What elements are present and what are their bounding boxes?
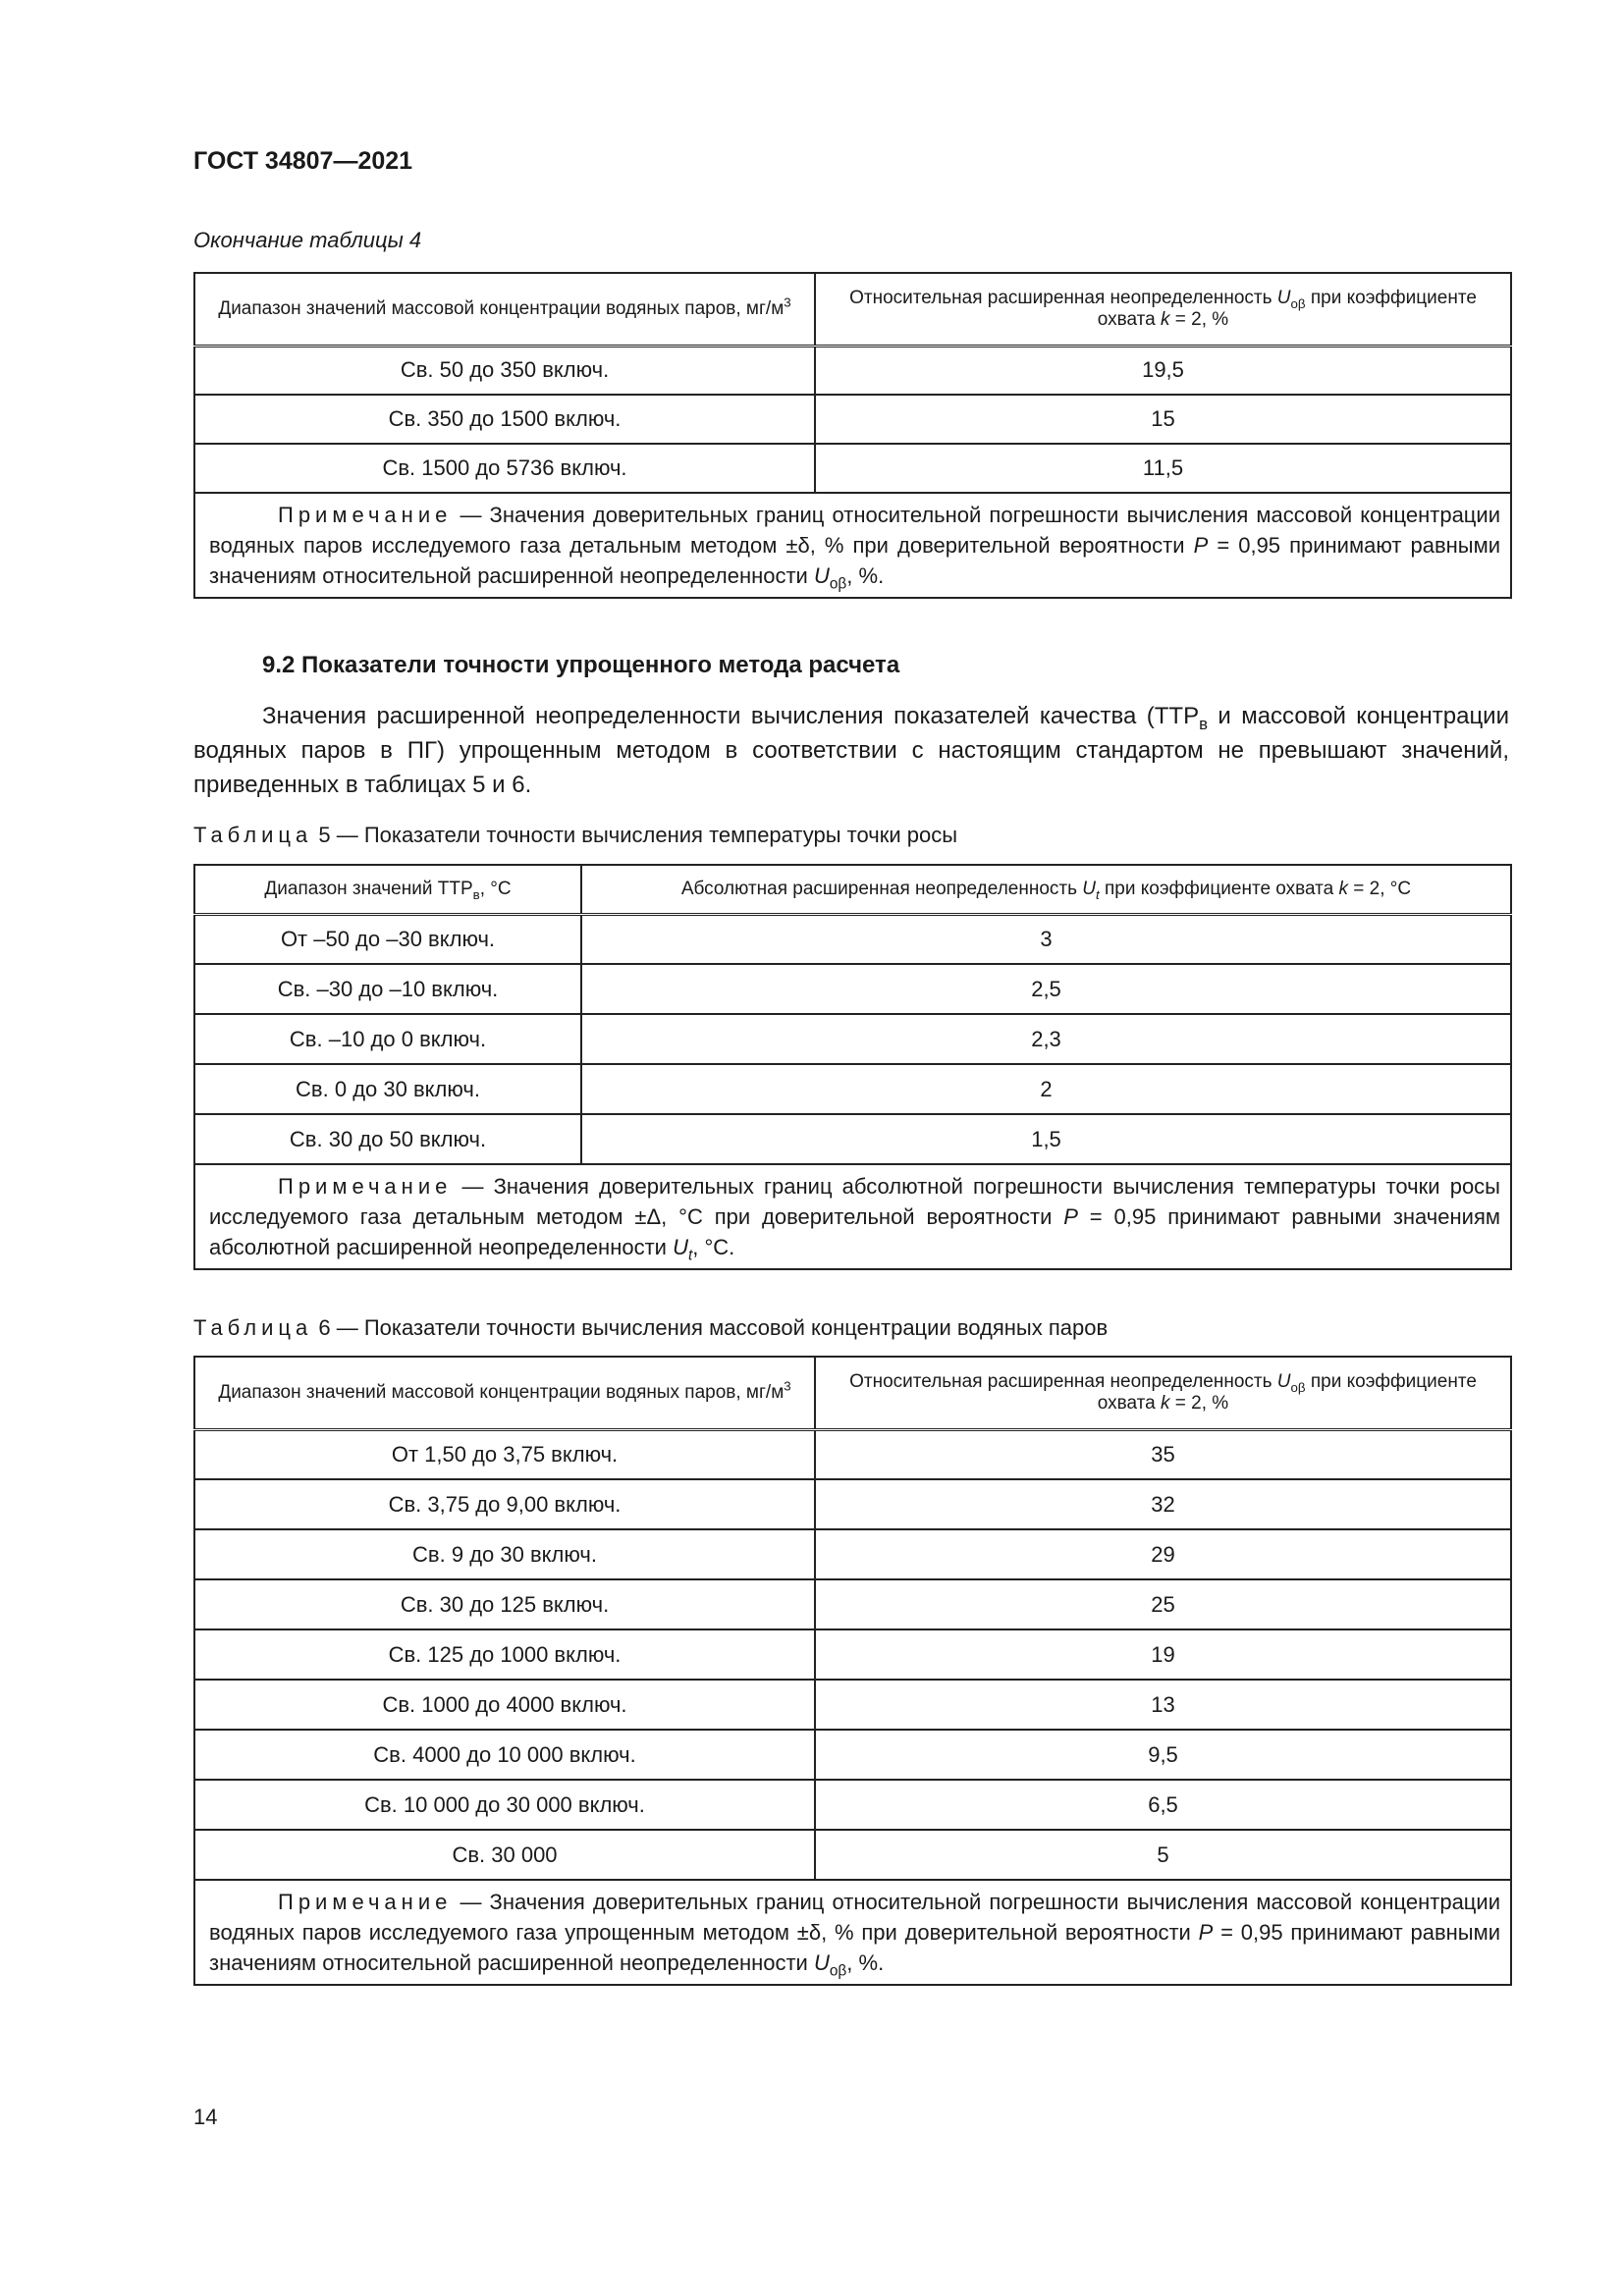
range-cell: Св. 0 до 30 включ. (194, 1064, 581, 1114)
document-header: ГОСТ 34807—2021 (193, 147, 413, 175)
range-cell: Св. 30 до 50 включ. (194, 1114, 581, 1164)
table-note: Примечание — Значения доверительных границ относительной погрешности вычисления массовой концентрации водяных паров исследуемого газа упрощенным методом ±δ, % при доверительной вероятности P = 0,95 принимают равными значениям относительной расширенной неопределенности $U_{o\beta}$, %. (194, 1880, 1511, 1985)
value-cell: 2,5 (581, 964, 1511, 1014)
table-note-row (194, 1164, 1511, 1269)
table-row (194, 1629, 1511, 1680)
table6-caption: Таблица 6 — Показатели точности вычисления массовой концентрации водяных паров (193, 1315, 1109, 1340)
table-note: Примечание — Значения доверительных границ абсолютной погрешности вычисления температуры точки росы исследуемого газа детальным методом ±Δ, °С при доверительной вероятности P = 0,95 принимают равными значениям абсолютной расширенной неопределенности $U_t$, °С. (194, 1164, 1511, 1269)
table-row (194, 1064, 1511, 1114)
range-cell: Св. 9 до 30 включ. (194, 1529, 815, 1579)
value-cell: 35 (815, 1429, 1511, 1479)
table-row (194, 1114, 1511, 1164)
value-cell: 3 (581, 914, 1511, 964)
table-row (194, 346, 1511, 395)
value-cell: 2 (581, 1064, 1511, 1114)
table-row (194, 1680, 1511, 1730)
range-cell: Св. 1500 до 5736 включ. (194, 444, 815, 493)
range-cell: Св. 350 до 1500 включ. (194, 395, 815, 444)
range-cell: От 1,50 до 3,75 включ. (194, 1429, 815, 1479)
range-cell: Св. 10 000 до 30 000 включ. (194, 1780, 815, 1830)
table-row (194, 1529, 1511, 1579)
table-row (194, 444, 1511, 493)
table-4 (193, 272, 1512, 599)
table-row (194, 1579, 1511, 1629)
table-note-row (194, 1880, 1511, 1985)
table-header-row (194, 1357, 1511, 1429)
table-note: Примечание — Значения доверительных границ относительной погрешности вычисления массовой концентрации водяных паров исследуемого газа детальным методом ±δ, % при доверительной вероятности P = 0,95 принимают равными значениям относительной расширенной неопределенности $U_{o\beta}$, %. (194, 493, 1511, 598)
range-cell: Св. 50 до 350 включ. (194, 346, 815, 395)
range-cell: От –50 до –30 включ. (194, 914, 581, 964)
value-cell: 6,5 (815, 1780, 1511, 1830)
table-row (194, 395, 1511, 444)
table-row (194, 914, 1511, 964)
value-cell: 15 (815, 395, 1511, 444)
table-6 (193, 1356, 1512, 1986)
column-header-uncertainty: Относительная расширенная неопределенность $U_{o\beta}$ при коэффициенте охвата k = 2, % (815, 1357, 1511, 1429)
column-header-uncertainty: Относительная расширенная неопределенность $U_{o\beta}$ при коэффициенте охвата k = 2, % (815, 273, 1511, 346)
value-cell: 2,3 (581, 1014, 1511, 1064)
column-header-range: Диапазон значений $ТТР_в$, °С (194, 865, 581, 914)
column-header-uncertainty: Абсолютная расширенная неопределенность $U_t$ при коэффициенте охвата k = 2, °С (581, 865, 1511, 914)
value-cell: 9,5 (815, 1730, 1511, 1780)
page-number: 14 (193, 2105, 218, 2129)
table-row (194, 1429, 1511, 1479)
value-cell: 1,5 (581, 1114, 1511, 1164)
table4-continuation-caption: Окончание таблицы 4 (193, 228, 422, 252)
section-title: 9.2 Показатели точности упрощенного метода расчета (262, 652, 900, 678)
table-row (194, 1014, 1511, 1064)
section-paragraph: Значения расширенной неопределенности вычисления показателей качества ($ТТР_в$ и массовой концентрации водяных паров в ПГ) упрощенным методом в соответствии с настоящим стандартом не превышают значений, приведенных в таблицах 5 и 6. (193, 703, 1509, 798)
range-cell: Св. –10 до 0 включ. (194, 1014, 581, 1064)
range-cell: Св. –30 до –10 включ. (194, 964, 581, 1014)
range-cell: Св. 125 до 1000 включ. (194, 1629, 815, 1680)
value-cell: 25 (815, 1579, 1511, 1629)
table-row (194, 1830, 1511, 1880)
range-cell: Св. 30 до 125 включ. (194, 1579, 815, 1629)
table5-caption: Таблица 5 — Показатели точности вычисления температуры точки росы (193, 823, 957, 847)
table-row (194, 964, 1511, 1014)
range-cell: Св. 4000 до 10 000 включ. (194, 1730, 815, 1780)
column-header-range: Диапазон значений массовой концентрации водяных паров, $мг/м^3$ (194, 273, 815, 346)
table-header-row (194, 865, 1511, 914)
value-cell: 29 (815, 1529, 1511, 1579)
value-cell: 32 (815, 1479, 1511, 1529)
value-cell: 19,5 (815, 346, 1511, 395)
table-row (194, 1780, 1511, 1830)
table-row (194, 1730, 1511, 1780)
value-cell: 13 (815, 1680, 1511, 1730)
range-cell: Св. 1000 до 4000 включ. (194, 1680, 815, 1730)
value-cell: 11,5 (815, 444, 1511, 493)
table-note-row (194, 493, 1511, 598)
table-5 (193, 864, 1512, 1270)
range-cell: Св. 3,75 до 9,00 включ. (194, 1479, 815, 1529)
column-header-range: Диапазон значений массовой концентрации водяных паров, $мг/м^3$ (194, 1357, 815, 1429)
table-header-row (194, 273, 1511, 346)
range-cell: Св. 30 000 (194, 1830, 815, 1880)
table-row (194, 1479, 1511, 1529)
value-cell: 19 (815, 1629, 1511, 1680)
value-cell: 5 (815, 1830, 1511, 1880)
